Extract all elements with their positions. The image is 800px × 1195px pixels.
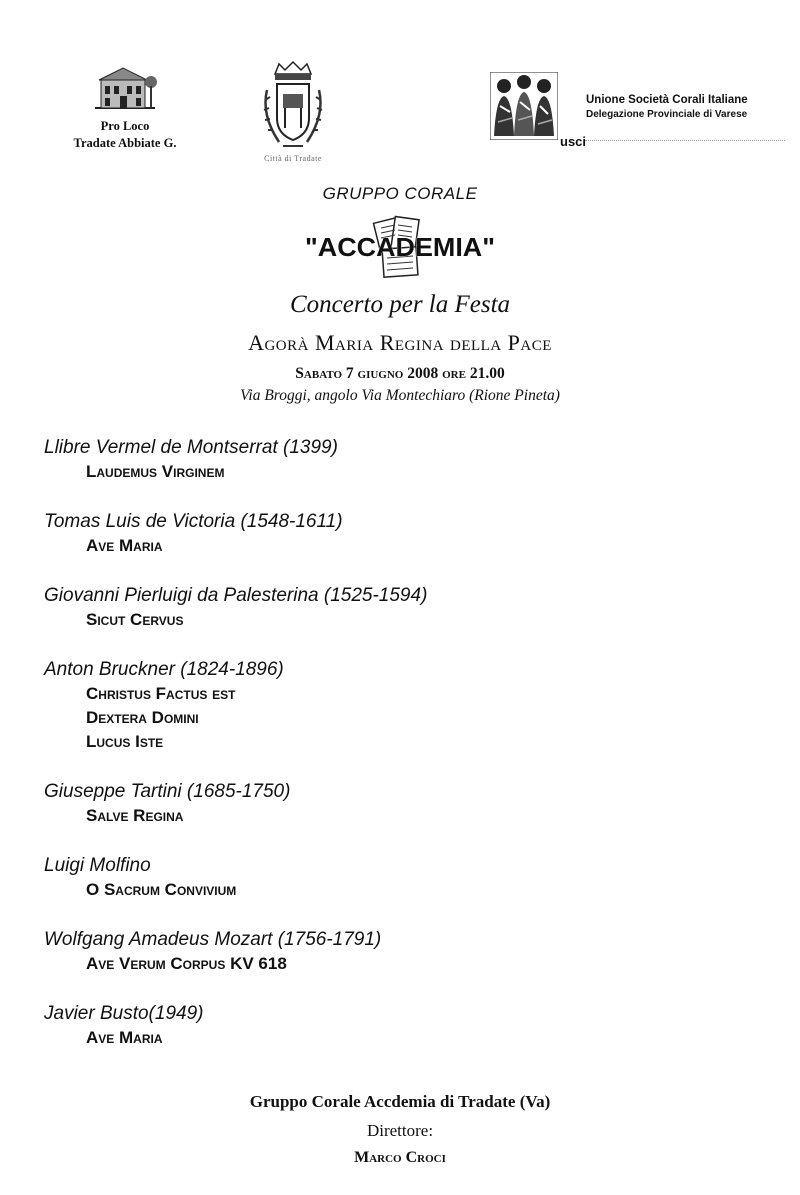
composer: Llibre Vermel de Montserrat (1399) [44, 437, 338, 458]
footer-director-name: Marco Croci [354, 1149, 446, 1166]
composer: Tomas Luis de Victoria (1548-1611) [44, 511, 343, 532]
accademia-title: "ACCADEMIA" [305, 232, 495, 262]
citta-logo-block [238, 60, 348, 163]
program-entry [44, 436, 764, 484]
piece: Salve Regina [86, 806, 184, 825]
program-entry [44, 584, 764, 632]
coat-of-arms-icon [253, 60, 333, 152]
piece: O Sacrum Convivium [86, 880, 237, 899]
program-entry [44, 780, 764, 828]
composer: Giuseppe Tartini (1685-1750) [44, 781, 291, 802]
composer: Wolfgang Amadeus Mozart (1756-1791) [44, 929, 382, 950]
piece: Ave Maria [86, 536, 163, 555]
composer: Giovanni Pierluigi da Palesterina (1525-1594) [44, 585, 428, 606]
usci-dotted-rule [585, 140, 785, 141]
piece: Ave Verum Corpus KV 618 [86, 954, 287, 973]
program-entry [44, 854, 764, 902]
usci-delegation: Delegazione Provinciale di Varese [586, 109, 748, 120]
program-list [44, 436, 764, 1076]
citta-caption: Città di Tradate [264, 154, 322, 163]
event-date: Sabato 7 giugno 2008 ore 21.00 [295, 365, 505, 382]
accademia-logo [295, 212, 505, 282]
program-entry [44, 1002, 764, 1050]
composer: Anton Bruckner (1824-1896) [44, 659, 284, 680]
piece: Lucus Iste [86, 732, 164, 751]
piece: Ave Maria [86, 1028, 163, 1047]
program-entry [44, 658, 764, 754]
concert-title: Concerto per la Festa [289, 291, 511, 318]
piece: Christus Factus est [86, 684, 236, 703]
proloco-caption-line2: Tradate Abbiate G. [73, 136, 177, 150]
proloco-caption-line1: Pro Loco [100, 119, 150, 133]
footer-ensemble: Gruppo Corale Accdemia di Tradate (Va) [249, 1092, 551, 1111]
usci-singers-icon [490, 72, 558, 140]
piece: Sicut Cervus [86, 610, 184, 629]
villa-building-icon [93, 62, 157, 112]
piece: Dextera Domini [86, 708, 199, 727]
usci-name: Unione Società Corali Italiane [586, 94, 748, 106]
choir-label: GRUPPO CORALE [322, 184, 478, 203]
program-entry [44, 928, 764, 976]
composer: Luigi Molfino [44, 855, 151, 876]
venue-name: Agorà Maria Regina della Pace [248, 330, 552, 355]
piece: Laudemus Virginem [86, 462, 225, 481]
proloco-logo-block [60, 62, 190, 152]
event-address: Via Broggi, angolo Via Montechiaro (Rione Pineta) [240, 387, 560, 404]
footer-director-label: Direttore: [366, 1121, 434, 1140]
program-entry [44, 510, 764, 558]
composer: Javier Busto(1949) [44, 1003, 204, 1024]
usci-acronym: usci [560, 134, 587, 149]
accademia-logo-wrap [0, 212, 800, 287]
